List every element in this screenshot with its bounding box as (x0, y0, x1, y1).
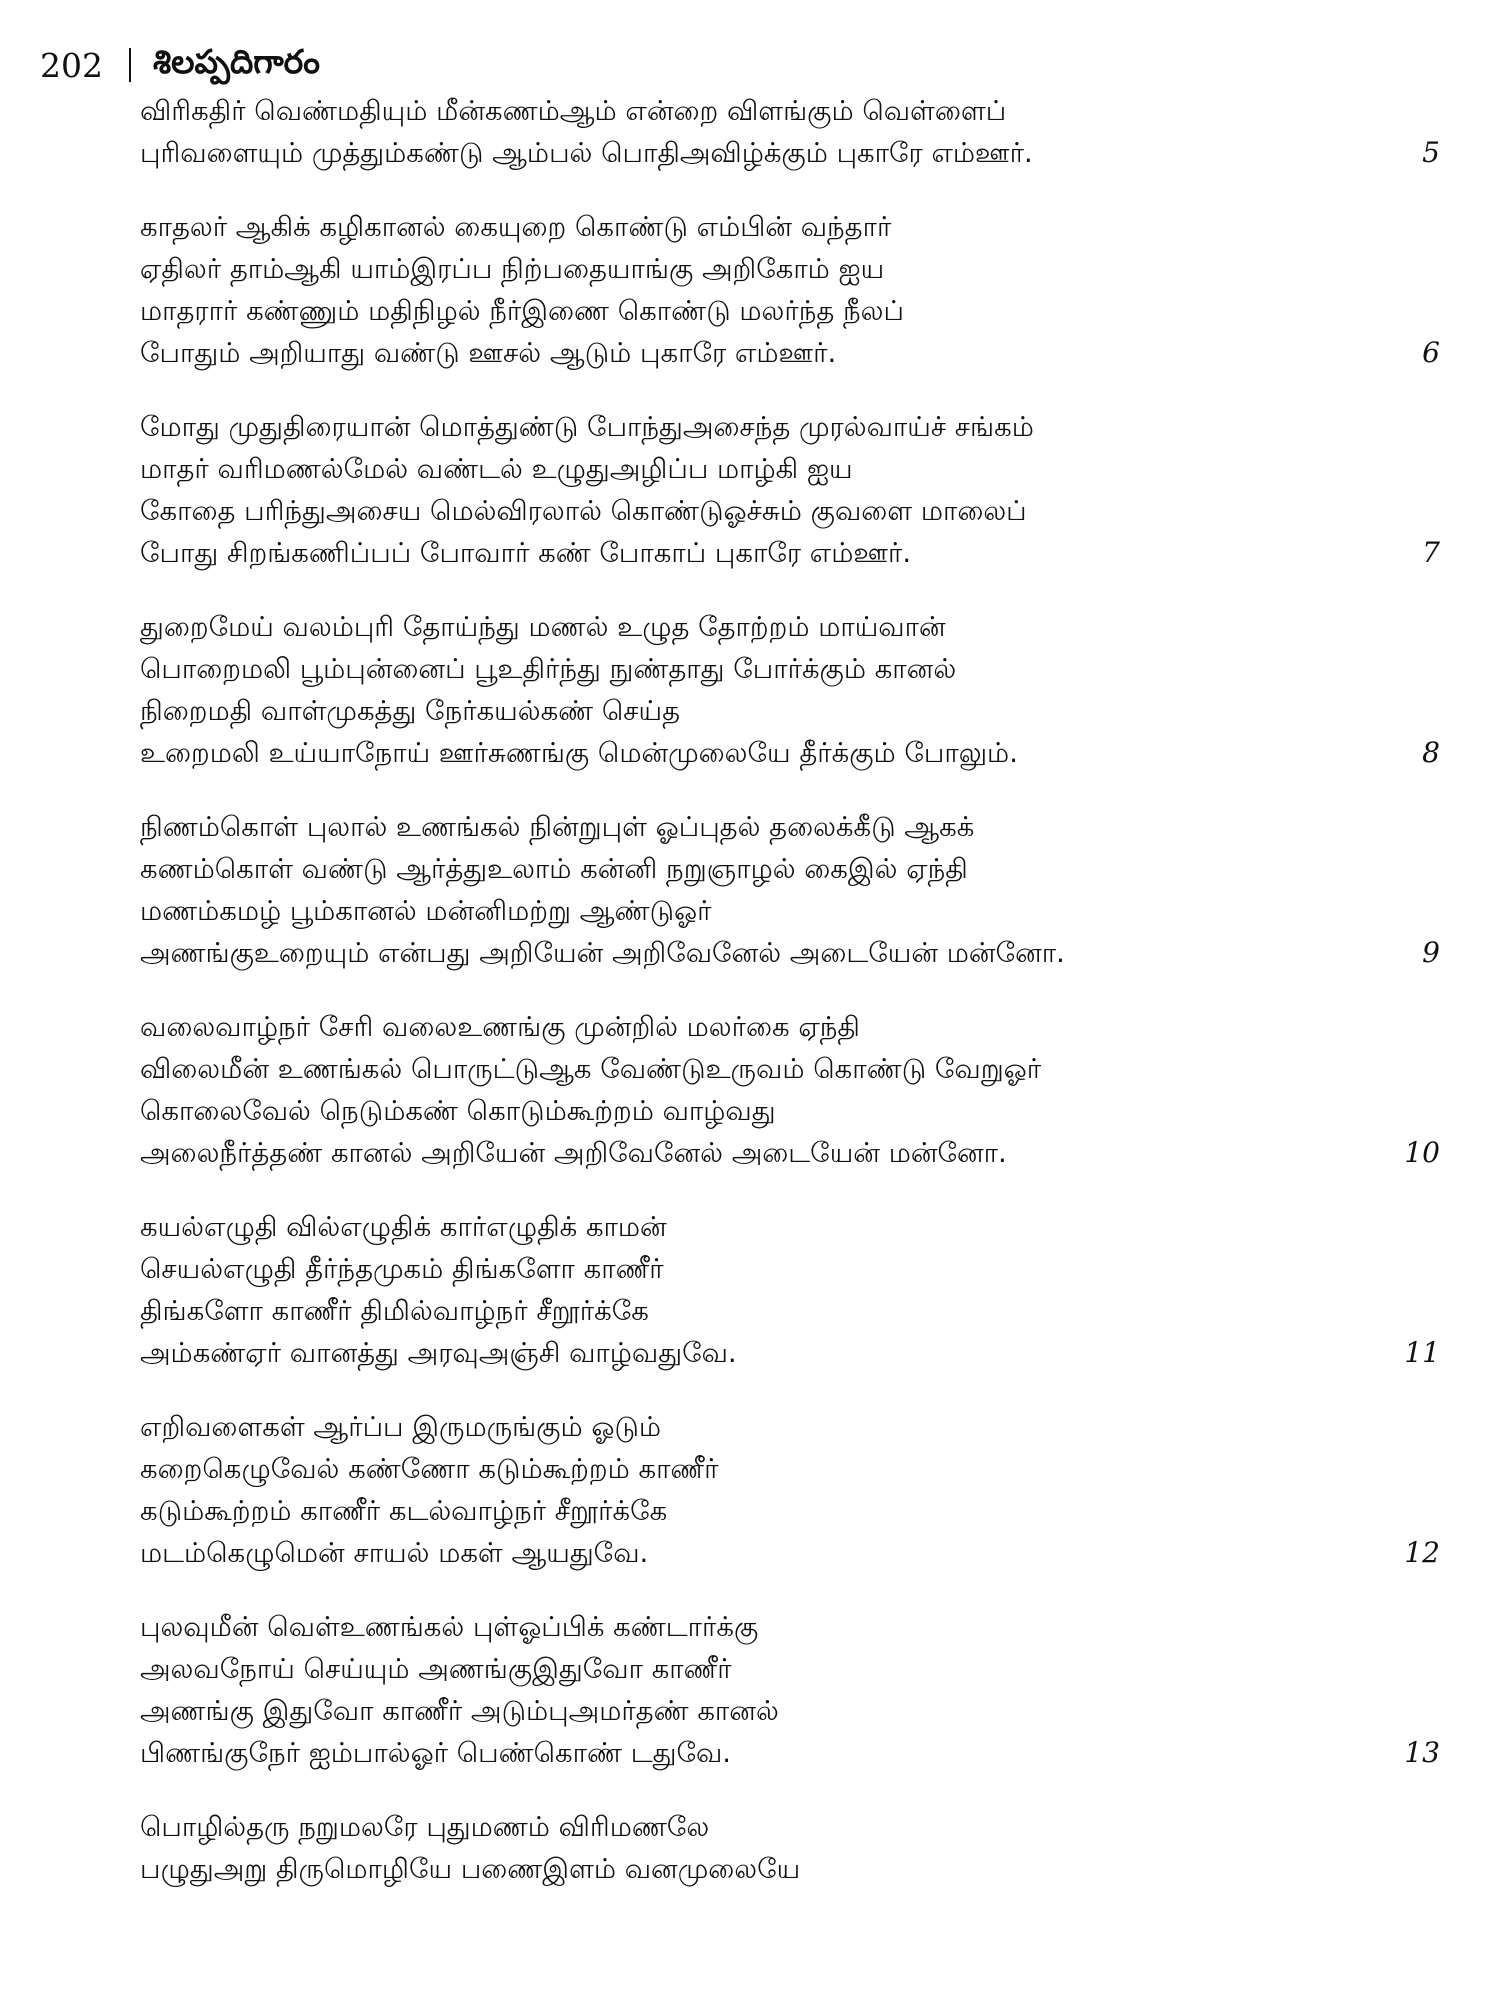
verse-body (140, 90, 1460, 1922)
stanza (140, 806, 1460, 974)
verse-line: மடம்கெழுமென் சாயல் மகள் ஆயதுவே. (140, 1537, 649, 1569)
verse-line: துறைமேய் வலம்புரி தோய்ந்து மணல் உழுத தோற்றம் மாய்வான் (140, 611, 946, 643)
verse-line: கடும்கூற்றம் காணீர் கடல்வாழ்நர் சீறூர்க்கே (140, 1495, 668, 1527)
verse-line: பழுதுஅறு திருமொழியே பணைஇளம் வனமுலையே (140, 1853, 801, 1885)
verse-line: மோது முதுதிரையான் மொத்துண்டு போந்துஅசைந்த முரல்வாய்ச் சங்கம் (140, 411, 1034, 443)
verse-line: திங்களோ காணீர் திமில்வாழ்நர் சீறூர்க்கே (140, 1295, 649, 1327)
stanza-number: 5 (1422, 136, 1440, 169)
stanza-number: 9 (1422, 936, 1440, 969)
verse-line: பிணங்குநேர் ஐம்பால்ஓர் பெண்கொண் டதுவே. (140, 1737, 732, 1769)
verse-line: மாதர் வரிமணல்மேல் வண்டல் உழுதுஅழிப்ப மாழ்கி ஐய (140, 453, 853, 485)
verse-line: புலவுமீன் வெள்உணங்கல் புள்ஓப்பிக் கண்டார்க்கு (140, 1611, 759, 1643)
stanza-number: 6 (1422, 336, 1440, 369)
verse-line: விரிகதிர் வெண்மதியும் மீன்கணம்ஆம் என்றை விளங்கும் வெள்ளைப் (140, 95, 1007, 127)
verse-line: கணம்கொள் வண்டு ஆர்த்துஉலாம் கன்னி நறுஞாழல் கைஇல் ஏந்தி (140, 853, 968, 885)
stanza (140, 1206, 1460, 1374)
stanza-number: 7 (1422, 536, 1440, 569)
verse-line: அணங்கு இதுவோ காணீர் அடும்புஅமர்தண் கானல் (140, 1695, 779, 1727)
verse-line: எறிவளைகள் ஆர்ப்ப இருமருங்கும் ஓடும் (140, 1411, 662, 1443)
verse-line: மாதரார் கண்ணும் மதிநிழல் நீர்இணை கொண்டு மலர்ந்த நீலப் (140, 295, 904, 327)
verse-line: கோதை பரிந்துஅசைய மெல்விரலால் கொண்டுஓச்சும் குவளை மாலைப் (140, 495, 1027, 527)
header-divider (129, 48, 131, 82)
verse-line: வலைவாழ்நர் சேரி வலைஉணங்கு முன்றில் மலர்கை ஏந்தி (140, 1011, 860, 1043)
stanza-number: 8 (1422, 736, 1440, 769)
verse-line: புரிவளையும் முத்தும்கண்டு ஆம்பல் பொதிஅவிழ்க்கும் புகாரே எம்ஊர். (140, 137, 1033, 169)
verse-line: அம்கண்ஏர் வானத்து அரவுஅஞ்சி வாழ்வதுவே. (140, 1337, 737, 1369)
verse-line: போது சிறங்கணிப்பப் போவார் கண் போகாப் புகாரே எம்ஊர். (140, 537, 912, 569)
verse-line: மணம்கமழ் பூம்கானல் மன்னிமற்று ஆண்டுஓர் (140, 895, 712, 927)
page-number: 202 (40, 45, 103, 85)
verse-line: செயல்எழுதி தீர்ந்தமுகம் திங்களோ காணீர் (140, 1253, 664, 1285)
verse-line: ஏதிலர் தாம்ஆகி யாம்இரப்ப நிற்பதையாங்கு அறிகோம் ஐய (140, 253, 885, 285)
verse-line: நிணம்கொள் புலால் உணங்கல் நின்றுபுள் ஓப்புதல் தலைக்கீடு ஆகக் (140, 811, 975, 843)
stanza (140, 1006, 1460, 1174)
running-title: శిలప్పదిగారం (153, 41, 320, 81)
stanza-number: 10 (1404, 1136, 1440, 1169)
verse-line: அலைநீர்த்தண் கானல் அறியேன் அறிவேனேல் அடையேன் மன்னோ. (140, 1137, 1007, 1169)
verse-line: கறைகெழுவேல் கண்ணோ கடும்கூற்றம் காணீர் (140, 1453, 719, 1485)
page-header (40, 40, 320, 90)
verse-line: அலவநோய் செய்யும் அணங்குஇதுவோ காணீர் (140, 1653, 732, 1685)
stanza (140, 90, 1460, 174)
verse-line: அணங்குஉறையும் என்பது அறியேன் அறிவேனேல் அடையேன் மன்னோ. (140, 937, 1065, 969)
verse-line: உறைமலி உய்யாநோய் ஊர்சுணங்கு மென்முலையே தீர்க்கும் போலும். (140, 737, 1018, 769)
verse-line: நிறைமதி வாள்முகத்து நேர்கயல்கண் செய்த (140, 695, 681, 727)
stanza (140, 206, 1460, 374)
verse-line: போதும் அறியாது வண்டு ஊசல் ஆடும் புகாரே எம்ஊர். (140, 337, 837, 369)
stanza-number: 13 (1404, 1736, 1440, 1769)
stanza-number: 12 (1404, 1536, 1440, 1569)
stanza (140, 1406, 1460, 1574)
stanza (140, 406, 1460, 574)
verse-line: பொறைமலி பூம்புன்னைப் பூஉதிர்ந்து நுண்தாது போர்க்கும் கானல் (140, 653, 957, 685)
stanza-number: 11 (1404, 1336, 1440, 1369)
verse-line: பொழில்தரு நறுமலரே புதுமணம் விரிமணலே (140, 1811, 710, 1843)
verse-line: காதலர் ஆகிக் கழிகானல் கையுறை கொண்டு எம்பின் வந்தார் (140, 211, 892, 243)
stanza (140, 1606, 1460, 1774)
verse-line: கயல்எழுதி வில்எழுதிக் கார்எழுதிக் காமன் (140, 1211, 667, 1243)
stanza (140, 606, 1460, 774)
stanza (140, 1806, 1460, 1890)
verse-line: விலைமீன் உணங்கல் பொருட்டுஆக வேண்டுஉருவம் கொண்டு வேறுஓர் (140, 1053, 1042, 1085)
verse-line: கொலைவேல் நெடும்கண் கொடும்கூற்றம் வாழ்வது (140, 1095, 776, 1127)
